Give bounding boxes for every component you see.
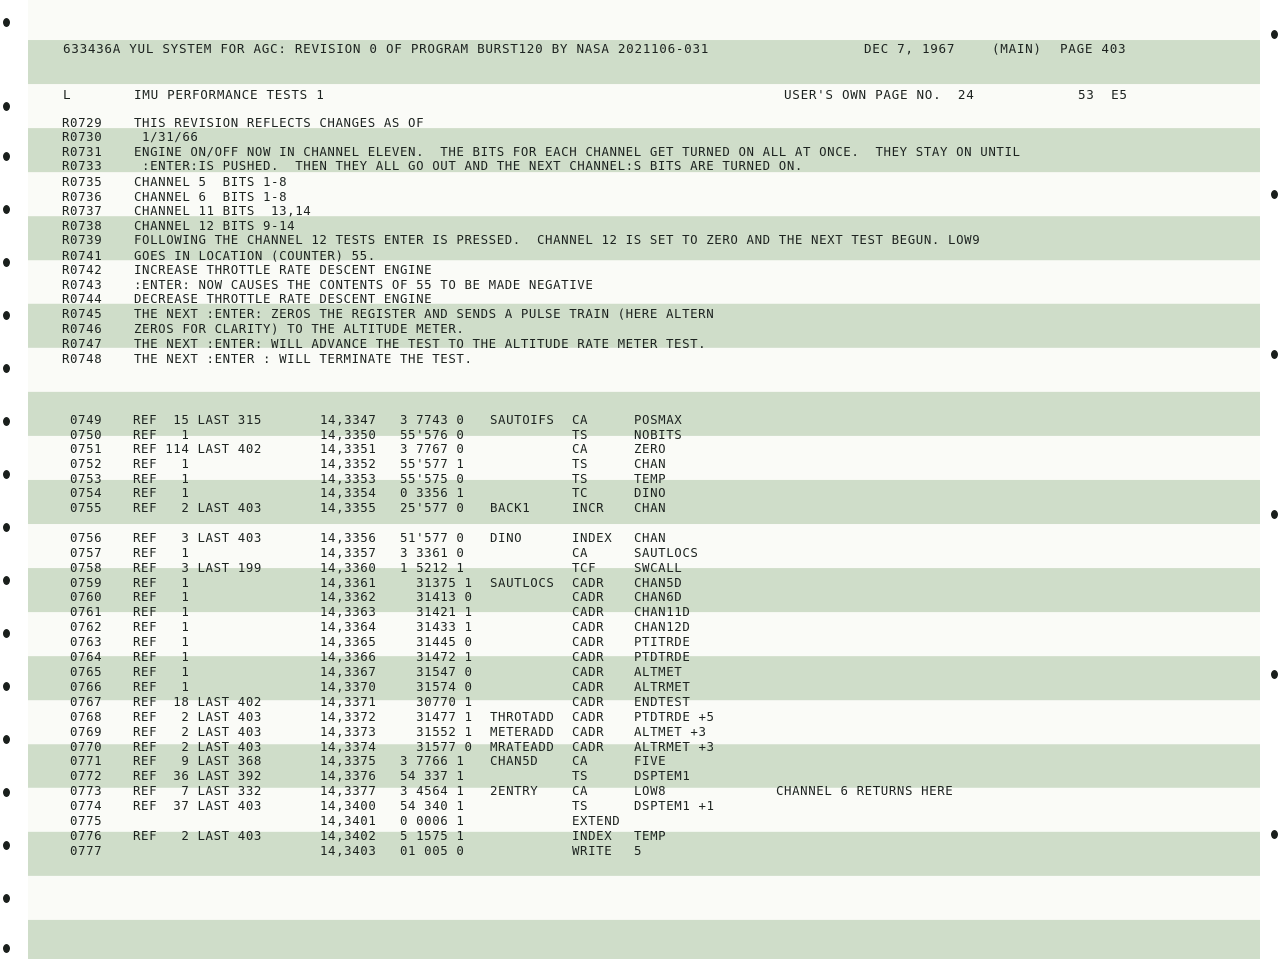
operand: ENDTEST	[634, 694, 691, 709]
reference-field: REF 2 LAST 403	[133, 828, 262, 843]
octal-word: 0 3356 1	[400, 485, 465, 500]
line-number: 0760	[70, 589, 103, 604]
remark-text: THIS REVISION REFLECTS CHANGES AS OF	[134, 115, 425, 130]
feed-hole	[3, 944, 10, 953]
remark-line-number: R0733	[62, 158, 103, 173]
reference-field: REF 1	[133, 545, 190, 560]
address-field: 14,3347	[320, 412, 377, 427]
remark-line-number: R0744	[62, 291, 103, 306]
line-number: 0751	[70, 441, 103, 456]
remark-line-number: R0746	[62, 321, 103, 336]
opcode: TCF	[572, 560, 597, 575]
reference-field: REF 2 LAST 403	[133, 724, 262, 739]
line-number: 0768	[70, 709, 103, 724]
feed-hole	[3, 629, 10, 638]
reference-field: REF 1	[133, 575, 190, 590]
line-number: 0776	[70, 828, 103, 843]
symbol-label: CHAN5D	[490, 753, 539, 768]
address-field: 14,3403	[320, 843, 377, 858]
reference-field: REF 1	[133, 634, 190, 649]
remark-line-number: R0747	[62, 336, 103, 351]
reference-field: REF 3 LAST 403	[133, 530, 262, 545]
line-number: 0774	[70, 798, 103, 813]
symbol-label: 2ENTRY	[490, 783, 539, 798]
opcode: CADR	[572, 575, 605, 590]
opcode: CADR	[572, 724, 605, 739]
opcode: CADR	[572, 739, 605, 754]
line-number: 0765	[70, 664, 103, 679]
remark-line-number: R0748	[62, 351, 103, 366]
remark-line-number: R0743	[62, 277, 103, 292]
operand: DSPTEM1	[634, 768, 691, 783]
reference-field: REF 1	[133, 456, 190, 471]
reference-field: REF 114 LAST 402	[133, 441, 262, 456]
opcode: CADR	[572, 634, 605, 649]
address-field: 14,3354	[320, 485, 377, 500]
feed-hole	[3, 682, 10, 691]
address-field: 14,3353	[320, 471, 377, 486]
remark-line-number: R0741	[62, 248, 103, 263]
remark-text: :ENTER:IS PUSHED. THEN THEY ALL GO OUT AND THE NEXT CHANNEL:S BITS ARE TURNED ON.	[134, 158, 803, 173]
opcode: INCR	[572, 500, 605, 515]
reference-field: REF 3 LAST 199	[133, 560, 262, 575]
opcode: CA	[572, 441, 589, 456]
remark-text: CHANNEL 12 BITS 9-14	[134, 218, 296, 233]
line-number: 0764	[70, 649, 103, 664]
octal-word: 54 337 1	[400, 768, 465, 783]
opcode: CADR	[572, 709, 605, 724]
opcode: CA	[572, 412, 589, 427]
symbol-label: SAUTLOCS	[490, 575, 555, 590]
reference-field: REF 1	[133, 589, 190, 604]
operand: SAUTLOCS	[634, 545, 699, 560]
feed-hole	[3, 311, 10, 320]
octal-word: 5 1575 1	[400, 828, 465, 843]
address-field: 14,3364	[320, 619, 377, 634]
address-field: 14,3400	[320, 798, 377, 813]
octal-word: 3 7767 0	[400, 441, 465, 456]
opcode: TC	[572, 485, 589, 500]
opcode: CADR	[572, 604, 605, 619]
octal-word: 3 7743 0	[400, 412, 465, 427]
symbol-label: MRATEADD	[490, 739, 555, 754]
line-number: 0769	[70, 724, 103, 739]
operand: ALTMET	[634, 664, 683, 679]
remark-text: THE NEXT :ENTER: WILL ADVANCE THE TEST TO THE ALTITUDE RATE METER TEST.	[134, 336, 707, 351]
feed-hole	[3, 102, 10, 111]
feed-hole	[3, 417, 10, 426]
line-number: 0766	[70, 679, 103, 694]
paper-top-margin	[28, 0, 1260, 40]
remark-line-number: R0738	[62, 218, 103, 233]
feed-hole	[3, 523, 10, 532]
opcode: CA	[572, 545, 589, 560]
feed-hole	[3, 894, 10, 903]
octal-word: 31421 1	[400, 604, 473, 619]
address-field: 14,3402	[320, 828, 377, 843]
address-field: 14,3376	[320, 768, 377, 783]
page-header-section: (MAIN)	[992, 41, 1042, 56]
address-field: 14,3365	[320, 634, 377, 649]
feed-hole	[3, 735, 10, 744]
operand: 5	[634, 843, 643, 858]
remark-text: CHANNEL 5 BITS 1-8	[134, 174, 288, 189]
operand: POSMAX	[634, 412, 683, 427]
line-number: 0750	[70, 427, 103, 442]
reference-field: REF 1	[133, 679, 190, 694]
operand: CHAN12D	[634, 619, 691, 634]
octal-word: 54 340 1	[400, 798, 465, 813]
remark-line-number: R0739	[62, 232, 103, 247]
address-field: 14,3357	[320, 545, 377, 560]
feed-hole	[1271, 510, 1278, 519]
operand: PTDTRDE	[634, 649, 691, 664]
symbol-label: SAUTOIFS	[490, 412, 555, 427]
address-field: 14,3356	[320, 530, 377, 545]
octal-word: 01 005 0	[400, 843, 465, 858]
opcode: TS	[572, 798, 589, 813]
feed-hole	[3, 841, 10, 850]
line-number: 0757	[70, 545, 103, 560]
remark-text: 1/31/66	[134, 129, 199, 144]
address-field: 14,3355	[320, 500, 377, 515]
line-comment: CHANNEL 6 RETURNS HERE	[776, 783, 954, 798]
operand: NOBITS	[634, 427, 683, 442]
line-number: 0772	[70, 768, 103, 783]
reference-field: REF 2 LAST 403	[133, 709, 262, 724]
operand: CHAN	[634, 500, 667, 515]
address-field: 14,3351	[320, 441, 377, 456]
line-number: 0758	[70, 560, 103, 575]
octal-word: 31433 1	[400, 619, 473, 634]
reference-field: REF 9 LAST 368	[133, 753, 262, 768]
remark-line-number: R0729	[62, 115, 103, 130]
opcode: CADR	[572, 589, 605, 604]
operand: CHAN11D	[634, 604, 691, 619]
address-field: 14,3360	[320, 560, 377, 575]
feed-hole	[3, 470, 10, 479]
feed-hole	[1271, 350, 1278, 359]
operand: TEMP	[634, 828, 667, 843]
octal-word: 0 0006 1	[400, 813, 465, 828]
operand: PTDTRDE +5	[634, 709, 715, 724]
address-field: 14,3374	[320, 739, 377, 754]
reference-field: REF 1	[133, 604, 190, 619]
address-field: 14,3372	[320, 709, 377, 724]
line-number: 0773	[70, 783, 103, 798]
opcode: TS	[572, 471, 589, 486]
feed-hole	[3, 788, 10, 797]
operand: CHAN	[634, 530, 667, 545]
remark-text: ZEROS FOR CLARITY) TO THE ALTITUDE METER.	[134, 321, 465, 336]
operand: SWCALL	[634, 560, 683, 575]
octal-word: 55'577 1	[400, 456, 465, 471]
section-title: IMU PERFORMANCE TESTS 1	[134, 87, 325, 102]
reference-field: REF 1	[133, 485, 190, 500]
opcode: CADR	[572, 664, 605, 679]
reference-field: REF 1	[133, 619, 190, 634]
remark-line-number: R0742	[62, 262, 103, 277]
line-number: 0762	[70, 619, 103, 634]
symbol-label: THROTADD	[490, 709, 555, 724]
reference-field: REF 7 LAST 332	[133, 783, 262, 798]
opcode: TS	[572, 768, 589, 783]
line-number: 0770	[70, 739, 103, 754]
remark-text: :ENTER: NOW CAUSES THE CONTENTS OF 55 TO BE MADE NEGATIVE	[134, 277, 594, 292]
opcode: CADR	[572, 679, 605, 694]
address-field: 14,3366	[320, 649, 377, 664]
remark-line-number: R0730	[62, 129, 103, 144]
operand: DINO	[634, 485, 667, 500]
remark-text: CHANNEL 6 BITS 1-8	[134, 189, 288, 204]
users-page-number: USER'S OWN PAGE NO. 24	[784, 87, 975, 102]
octal-word: 55'575 0	[400, 471, 465, 486]
address-field: 14,3373	[320, 724, 377, 739]
feed-hole	[3, 364, 10, 373]
octal-word: 25'577 0	[400, 500, 465, 515]
operand: CHAN6D	[634, 589, 683, 604]
address-field: 14,3377	[320, 783, 377, 798]
remark-line-number: R0735	[62, 174, 103, 189]
octal-word: 31445 0	[400, 634, 473, 649]
line-number: 0749	[70, 412, 103, 427]
octal-word: 31413 0	[400, 589, 473, 604]
address-field: 14,3401	[320, 813, 377, 828]
opcode: CADR	[572, 619, 605, 634]
feed-hole	[1271, 30, 1278, 39]
address-field: 14,3362	[320, 589, 377, 604]
address-field: 14,3363	[320, 604, 377, 619]
address-field: 14,3367	[320, 664, 377, 679]
line-number: 0754	[70, 485, 103, 500]
page-header-date: DEC 7, 1967	[864, 41, 956, 56]
feed-hole	[3, 576, 10, 585]
octal-word: 3 4564 1	[400, 783, 465, 798]
line-number: 0763	[70, 634, 103, 649]
opcode: CADR	[572, 649, 605, 664]
remark-text: ENGINE ON/OFF NOW IN CHANNEL ELEVEN. THE BITS FOR EACH CHANNEL GET TURNED ON ALL AT ONCE. THEY STAY ON UNTIL	[134, 144, 1021, 159]
line-number: 0755	[70, 500, 103, 515]
remark-text: THE NEXT :ENTER : WILL TERMINATE THE TEST.	[134, 351, 473, 366]
opcode: TS	[572, 456, 589, 471]
operand: CHAN5D	[634, 575, 683, 590]
octal-word: 30770 1	[400, 694, 473, 709]
opcode: INDEX	[572, 530, 613, 545]
line-number: 0753	[70, 471, 103, 486]
reference-field: REF 36 LAST 392	[133, 768, 262, 783]
feed-hole	[3, 152, 10, 161]
operand: ZERO	[634, 441, 667, 456]
opcode: CA	[572, 783, 589, 798]
address-field: 14,3350	[320, 427, 377, 442]
remark-text: GOES IN LOCATION (COUNTER) 55.	[134, 248, 376, 263]
operand: ALTRMET	[634, 679, 691, 694]
octal-word: 31375 1	[400, 575, 473, 590]
octal-word: 1 5212 1	[400, 560, 465, 575]
remark-line-number: R0745	[62, 306, 103, 321]
reference-field: REF 15 LAST 315	[133, 412, 262, 427]
operand: CHAN	[634, 456, 667, 471]
octal-word: 3 3361 0	[400, 545, 465, 560]
opcode: EXTEND	[572, 813, 621, 828]
octal-word: 31577 0	[400, 739, 473, 754]
feed-hole	[1271, 190, 1278, 199]
page-header-title: 633436A YUL SYSTEM FOR AGC: REVISION 0 OF PROGRAM BURST120 BY NASA 2021106-031	[63, 41, 710, 56]
operand: ALTRMET +3	[634, 739, 715, 754]
remark-text: INCREASE THROTTLE RATE DESCENT ENGINE	[134, 262, 433, 277]
operand: ALTMET +3	[634, 724, 707, 739]
operand: TEMP	[634, 471, 667, 486]
line-number: 0777	[70, 843, 103, 858]
opcode: INDEX	[572, 828, 613, 843]
address-field: 14,3370	[320, 679, 377, 694]
line-number: 0767	[70, 694, 103, 709]
page-number: PAGE 403	[1060, 41, 1127, 56]
operand: DSPTEM1 +1	[634, 798, 715, 813]
octal-word: 55'576 0	[400, 427, 465, 442]
remark-text: FOLLOWING THE CHANNEL 12 TESTS ENTER IS PRESSED. CHANNEL 12 IS SET TO ZERO AND THE NEXT TEST BEGUN. LOW9	[134, 232, 981, 247]
line-number: 0761	[70, 604, 103, 619]
address-field: 14,3352	[320, 456, 377, 471]
remark-line-number: R0736	[62, 189, 103, 204]
operand: FIVE	[634, 753, 667, 768]
reference-field: REF 1	[133, 427, 190, 442]
reference-field: REF 2 LAST 403	[133, 500, 262, 515]
remark-text: THE NEXT :ENTER: ZEROS THE REGISTER AND SENDS A PULSE TRAIN (HERE ALTERN	[134, 306, 715, 321]
line-number: 0756	[70, 530, 103, 545]
address-field: 14,3375	[320, 753, 377, 768]
section-code: 53 E5	[1078, 87, 1128, 102]
reference-field: REF 1	[133, 471, 190, 486]
opcode: TS	[572, 427, 589, 442]
address-field: 14,3371	[320, 694, 377, 709]
feed-hole	[3, 205, 10, 214]
symbol-label: DINO	[490, 530, 523, 545]
operand: LOW8	[634, 783, 667, 798]
line-number: 0771	[70, 753, 103, 768]
octal-word: 31552 1	[400, 724, 473, 739]
line-number: 0759	[70, 575, 103, 590]
opcode: CADR	[572, 694, 605, 709]
reference-field: REF 2 LAST 403	[133, 739, 262, 754]
reference-field: REF 18 LAST 402	[133, 694, 262, 709]
octal-word: 31472 1	[400, 649, 473, 664]
opcode: CA	[572, 753, 589, 768]
opcode: WRITE	[572, 843, 613, 858]
operand: PTITRDE	[634, 634, 691, 649]
remark-line-number: R0737	[62, 203, 103, 218]
remark-line-number: R0731	[62, 144, 103, 159]
feed-hole	[1271, 830, 1278, 839]
octal-word: 31574 0	[400, 679, 473, 694]
remark-text: CHANNEL 11 BITS 13,14	[134, 203, 312, 218]
line-number: 0775	[70, 813, 103, 828]
feed-hole	[3, 258, 10, 267]
symbol-label: METERADD	[490, 724, 555, 739]
octal-word: 31547 0	[400, 664, 473, 679]
reference-field: REF 1	[133, 664, 190, 679]
octal-word: 3 7766 1	[400, 753, 465, 768]
octal-word: 51'577 0	[400, 530, 465, 545]
reference-field: REF 37 LAST 403	[133, 798, 262, 813]
address-field: 14,3361	[320, 575, 377, 590]
reference-field: REF 1	[133, 649, 190, 664]
line-number: 0752	[70, 456, 103, 471]
log-marker: L	[63, 87, 72, 102]
octal-word: 31477 1	[400, 709, 473, 724]
remark-text: DECREASE THROTTLE RATE DESCENT ENGINE	[134, 291, 433, 306]
feed-hole	[1271, 670, 1278, 679]
symbol-label: BACK1	[490, 500, 531, 515]
feed-hole	[3, 18, 10, 27]
